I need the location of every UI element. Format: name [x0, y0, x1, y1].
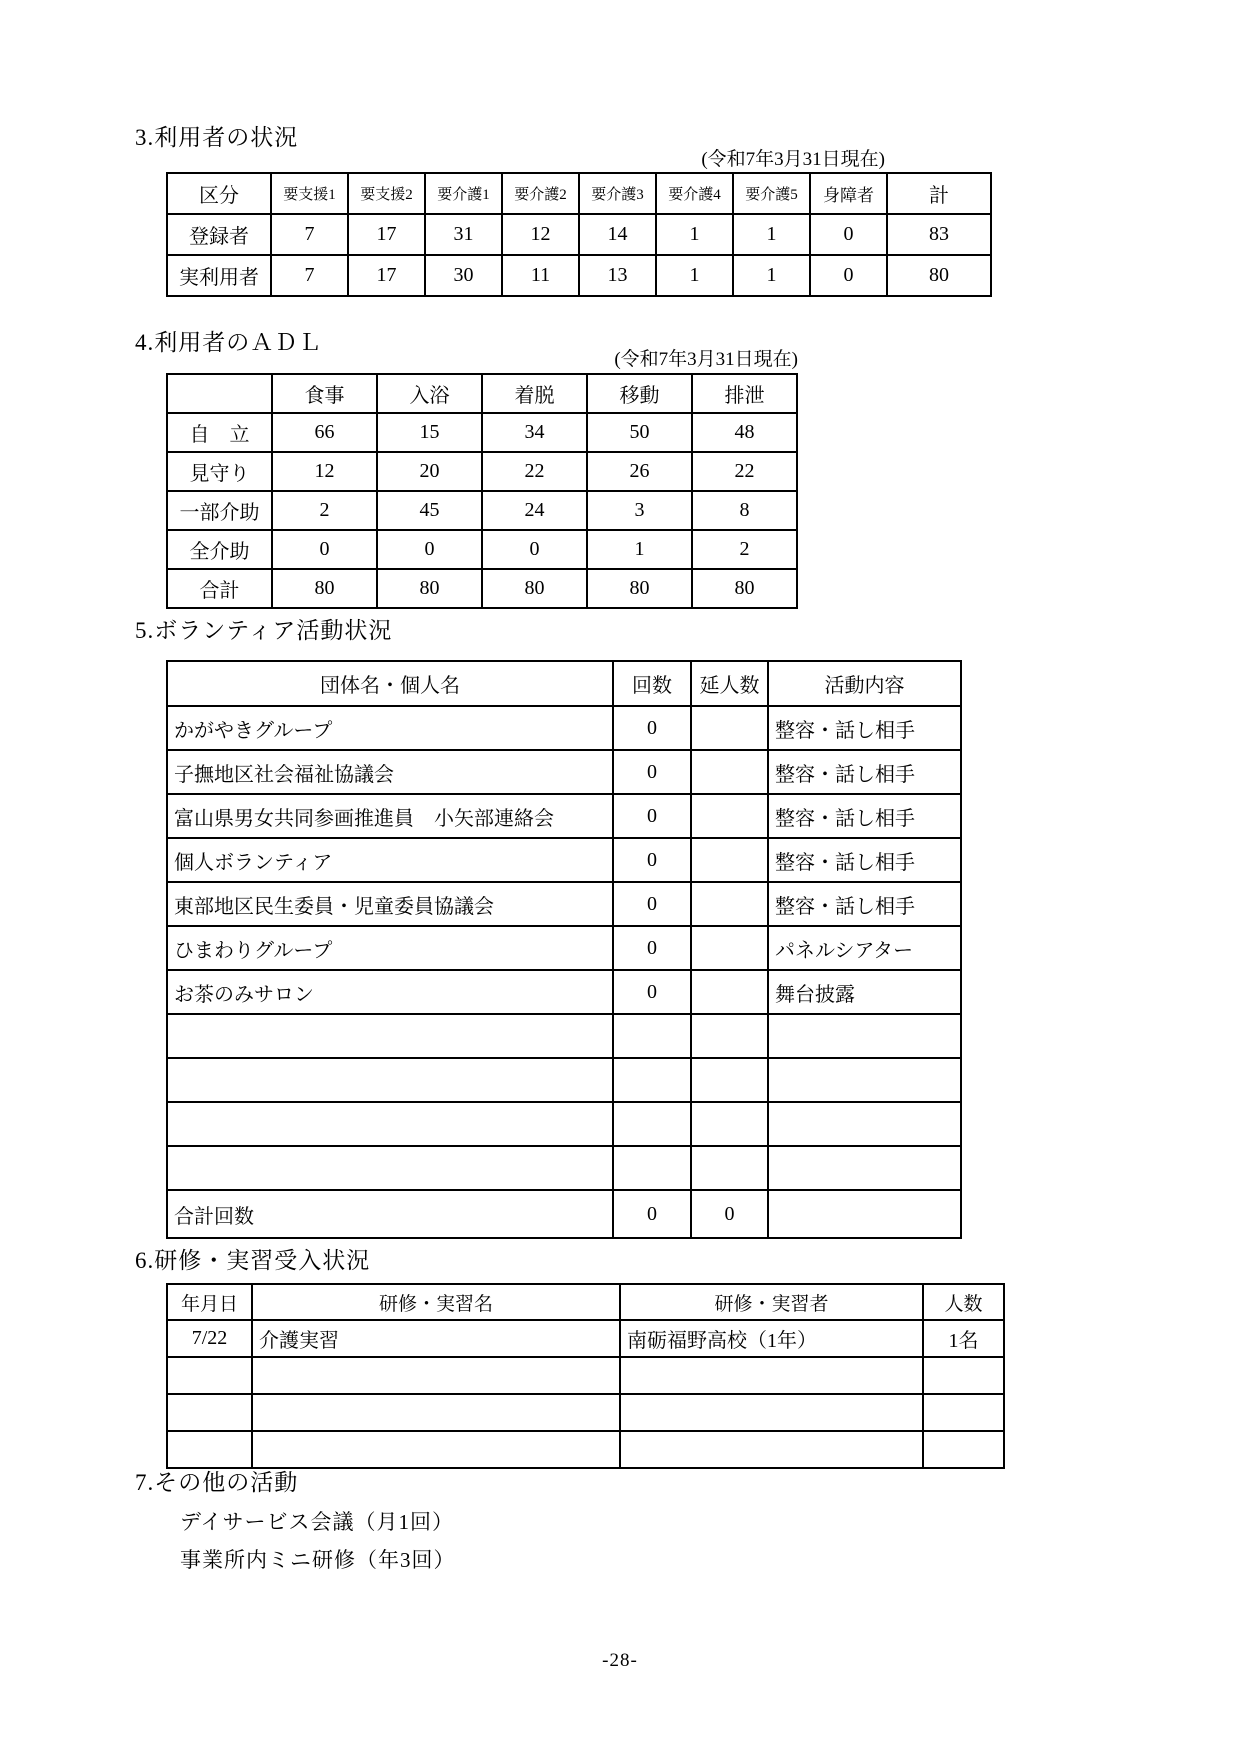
table-header-row	[167, 173, 991, 214]
empty-cell	[252, 1394, 620, 1431]
volunteer-table	[166, 660, 962, 1239]
group-name-cell: 富山県男女共同参画推進員 小矢部連絡会	[167, 794, 613, 838]
col-header-cell: 身障者	[810, 173, 887, 214]
table-cell: 0	[482, 530, 587, 569]
other-activity-line: 事業所内ミニ研修（年3回）	[180, 1548, 456, 1572]
table-cell: 1	[587, 530, 692, 569]
table-row	[167, 970, 961, 1014]
people-cell	[691, 882, 768, 926]
col-header-cell: 区分	[167, 173, 271, 214]
people-cell	[691, 706, 768, 750]
count-cell: 0	[613, 794, 691, 838]
table-row	[167, 214, 991, 255]
table-cell: 13	[579, 255, 656, 296]
table-row	[167, 1320, 1004, 1357]
empty-cell	[691, 1058, 768, 1102]
table-header-row	[167, 374, 797, 413]
col-header-cell: 食事	[272, 374, 377, 413]
empty-table-row	[167, 1102, 961, 1146]
table-cell: 48	[692, 413, 797, 452]
empty-cell	[620, 1357, 923, 1394]
table-cell: 34	[482, 413, 587, 452]
empty-cell	[923, 1431, 1004, 1468]
empty-cell	[613, 1058, 691, 1102]
col-header-cell: 人数	[923, 1284, 1004, 1320]
col-header-cell: 要支援2	[348, 173, 425, 214]
activity-cell: 整容・話し相手	[768, 882, 961, 926]
section3-title: 3.利用者の状況	[135, 125, 299, 150]
col-header-cell: 活動内容	[768, 661, 961, 706]
empty-cell	[923, 1357, 1004, 1394]
empty-cell	[620, 1431, 923, 1468]
total-activity-cell	[768, 1190, 961, 1238]
col-header-cell: 要介護5	[733, 173, 810, 214]
row-label-cell: 一部介助	[167, 491, 272, 530]
col-header-cell: 年月日	[167, 1284, 252, 1320]
empty-cell	[167, 1146, 613, 1190]
empty-cell	[167, 1394, 252, 1431]
users-status-table	[166, 172, 992, 297]
total-label-cell: 合計回数	[167, 1190, 613, 1238]
total-people-cell: 0	[691, 1190, 768, 1238]
empty-cell	[167, 1431, 252, 1468]
empty-cell	[768, 1146, 961, 1190]
table-row	[167, 452, 797, 491]
empty-cell	[252, 1431, 620, 1468]
table-cell: 80	[482, 569, 587, 608]
table-cell: 20	[377, 452, 482, 491]
empty-table-row	[167, 1014, 961, 1058]
activity-cell: 整容・話し相手	[768, 838, 961, 882]
row-label-cell: 見守り	[167, 452, 272, 491]
col-header-cell: 要支援1	[271, 173, 348, 214]
table-row	[167, 794, 961, 838]
group-name-cell: 東部地区民生委員・児童委員協議会	[167, 882, 613, 926]
section3-date-note: (令和7年3月31日現在)	[701, 149, 885, 170]
empty-cell	[620, 1394, 923, 1431]
row-label-cell: 実利用者	[167, 255, 271, 296]
table-row	[167, 882, 961, 926]
table-cell: 80	[587, 569, 692, 608]
people-cell	[691, 970, 768, 1014]
empty-cell	[768, 1102, 961, 1146]
table-cell: 7	[271, 255, 348, 296]
table-cell: 80	[887, 255, 991, 296]
col-header-cell: 着脱	[482, 374, 587, 413]
people-cell	[691, 838, 768, 882]
table-cell: 12	[502, 214, 579, 255]
col-header-cell: 要介護3	[579, 173, 656, 214]
table-row	[167, 750, 961, 794]
table-cell: 83	[887, 214, 991, 255]
table-cell: 26	[587, 452, 692, 491]
people-cell	[691, 750, 768, 794]
group-name-cell: お茶のみサロン	[167, 970, 613, 1014]
activity-cell: 整容・話し相手	[768, 750, 961, 794]
col-header-cell: 研修・実習者	[620, 1284, 923, 1320]
table-cell: 24	[482, 491, 587, 530]
table-cell: 12	[272, 452, 377, 491]
activity-cell: 整容・話し相手	[768, 706, 961, 750]
table-cell: 14	[579, 214, 656, 255]
count-cell: 0	[613, 926, 691, 970]
table-cell: 1	[733, 214, 810, 255]
section5-title: 5.ボランティア活動状況	[135, 618, 393, 643]
table-cell: 1	[656, 255, 733, 296]
col-header-cell: 計	[887, 173, 991, 214]
empty-cell	[613, 1014, 691, 1058]
empty-cell	[252, 1357, 620, 1394]
section7-title: 7.その他の活動	[135, 1470, 299, 1495]
table-cell: 66	[272, 413, 377, 452]
empty-cell	[768, 1014, 961, 1058]
training-table	[166, 1283, 1005, 1469]
table-row	[167, 926, 961, 970]
group-name-cell: 子撫地区社会福祉協議会	[167, 750, 613, 794]
table-cell: 17	[348, 255, 425, 296]
people-cell	[691, 926, 768, 970]
training-name-cell: 介護実習	[252, 1320, 620, 1357]
row-label-cell: 全介助	[167, 530, 272, 569]
col-header-cell: 要介護2	[502, 173, 579, 214]
table-cell: 31	[425, 214, 502, 255]
empty-cell	[923, 1394, 1004, 1431]
table-row	[167, 706, 961, 750]
col-header-cell: 研修・実習名	[252, 1284, 620, 1320]
table-cell: 15	[377, 413, 482, 452]
row-label-cell: 自 立	[167, 413, 272, 452]
empty-cell	[167, 1014, 613, 1058]
empty-table-row	[167, 1394, 1004, 1431]
empty-table-row	[167, 1058, 961, 1102]
activity-cell: 舞台披露	[768, 970, 961, 1014]
empty-cell	[691, 1014, 768, 1058]
table-header-row	[167, 1284, 1004, 1320]
table-cell: 17	[348, 214, 425, 255]
count-cell: 0	[613, 882, 691, 926]
empty-table-row	[167, 1146, 961, 1190]
trainee-cell: 南砺福野高校（1年）	[620, 1320, 923, 1357]
total-row	[167, 1190, 961, 1238]
other-activity-line: デイサービス会議（月1回）	[180, 1510, 455, 1534]
group-name-cell: かがやきグループ	[167, 706, 613, 750]
empty-cell	[167, 1058, 613, 1102]
table-cell: 8	[692, 491, 797, 530]
col-header-cell: 回数	[613, 661, 691, 706]
col-header-cell: 入浴	[377, 374, 482, 413]
table-cell: 2	[692, 530, 797, 569]
col-header-cell: 要介護1	[425, 173, 502, 214]
group-name-cell: 個人ボランティア	[167, 838, 613, 882]
table-cell: 1	[656, 214, 733, 255]
table-row	[167, 530, 797, 569]
empty-table-row	[167, 1357, 1004, 1394]
table-cell: 45	[377, 491, 482, 530]
col-header-cell: 排泄	[692, 374, 797, 413]
table-row	[167, 255, 991, 296]
table-cell: 3	[587, 491, 692, 530]
table-cell: 22	[482, 452, 587, 491]
total-count-cell: 0	[613, 1190, 691, 1238]
table-cell: 30	[425, 255, 502, 296]
table-header-row	[167, 661, 961, 706]
empty-table-row	[167, 1431, 1004, 1468]
activity-cell: パネルシアター	[768, 926, 961, 970]
section6-title: 6.研修・実習受入状況	[135, 1248, 371, 1273]
count-cell: 0	[613, 838, 691, 882]
table-cell: 0	[272, 530, 377, 569]
section4-date-note: (令和7年3月31日現在)	[614, 349, 798, 370]
table-row	[167, 569, 797, 608]
empty-cell	[613, 1102, 691, 1146]
count-cell: 0	[613, 750, 691, 794]
table-cell: 0	[810, 214, 887, 255]
table-row	[167, 838, 961, 882]
table-cell: 0	[377, 530, 482, 569]
empty-cell	[768, 1058, 961, 1102]
table-cell: 7	[271, 214, 348, 255]
table-cell: 80	[377, 569, 482, 608]
empty-cell	[613, 1146, 691, 1190]
table-row	[167, 491, 797, 530]
group-name-cell: ひまわりグループ	[167, 926, 613, 970]
row-label-cell: 合計	[167, 569, 272, 608]
table-cell: 0	[810, 255, 887, 296]
activity-cell: 整容・話し相手	[768, 794, 961, 838]
table-cell: 80	[272, 569, 377, 608]
date-cell: 7/22	[167, 1320, 252, 1357]
empty-cell	[167, 1102, 613, 1146]
table-cell: 2	[272, 491, 377, 530]
col-header-cell: 要介護4	[656, 173, 733, 214]
col-header-cell	[167, 374, 272, 413]
col-header-cell: 移動	[587, 374, 692, 413]
table-cell: 1	[733, 255, 810, 296]
count-cell: 0	[613, 706, 691, 750]
row-label-cell: 登録者	[167, 214, 271, 255]
table-cell: 11	[502, 255, 579, 296]
people-cell	[691, 794, 768, 838]
col-header-cell: 延人数	[691, 661, 768, 706]
page-number: -28-	[602, 1650, 638, 1671]
section4-title: 4.利用者のＡＤＬ	[135, 330, 323, 355]
num-cell: 1名	[923, 1320, 1004, 1357]
table-row	[167, 413, 797, 452]
empty-cell	[691, 1146, 768, 1190]
table-cell: 50	[587, 413, 692, 452]
count-cell: 0	[613, 970, 691, 1014]
table-cell: 22	[692, 452, 797, 491]
col-header-cell: 団体名・個人名	[167, 661, 613, 706]
adl-table	[166, 373, 798, 609]
empty-cell	[691, 1102, 768, 1146]
table-cell: 80	[692, 569, 797, 608]
empty-cell	[167, 1357, 252, 1394]
